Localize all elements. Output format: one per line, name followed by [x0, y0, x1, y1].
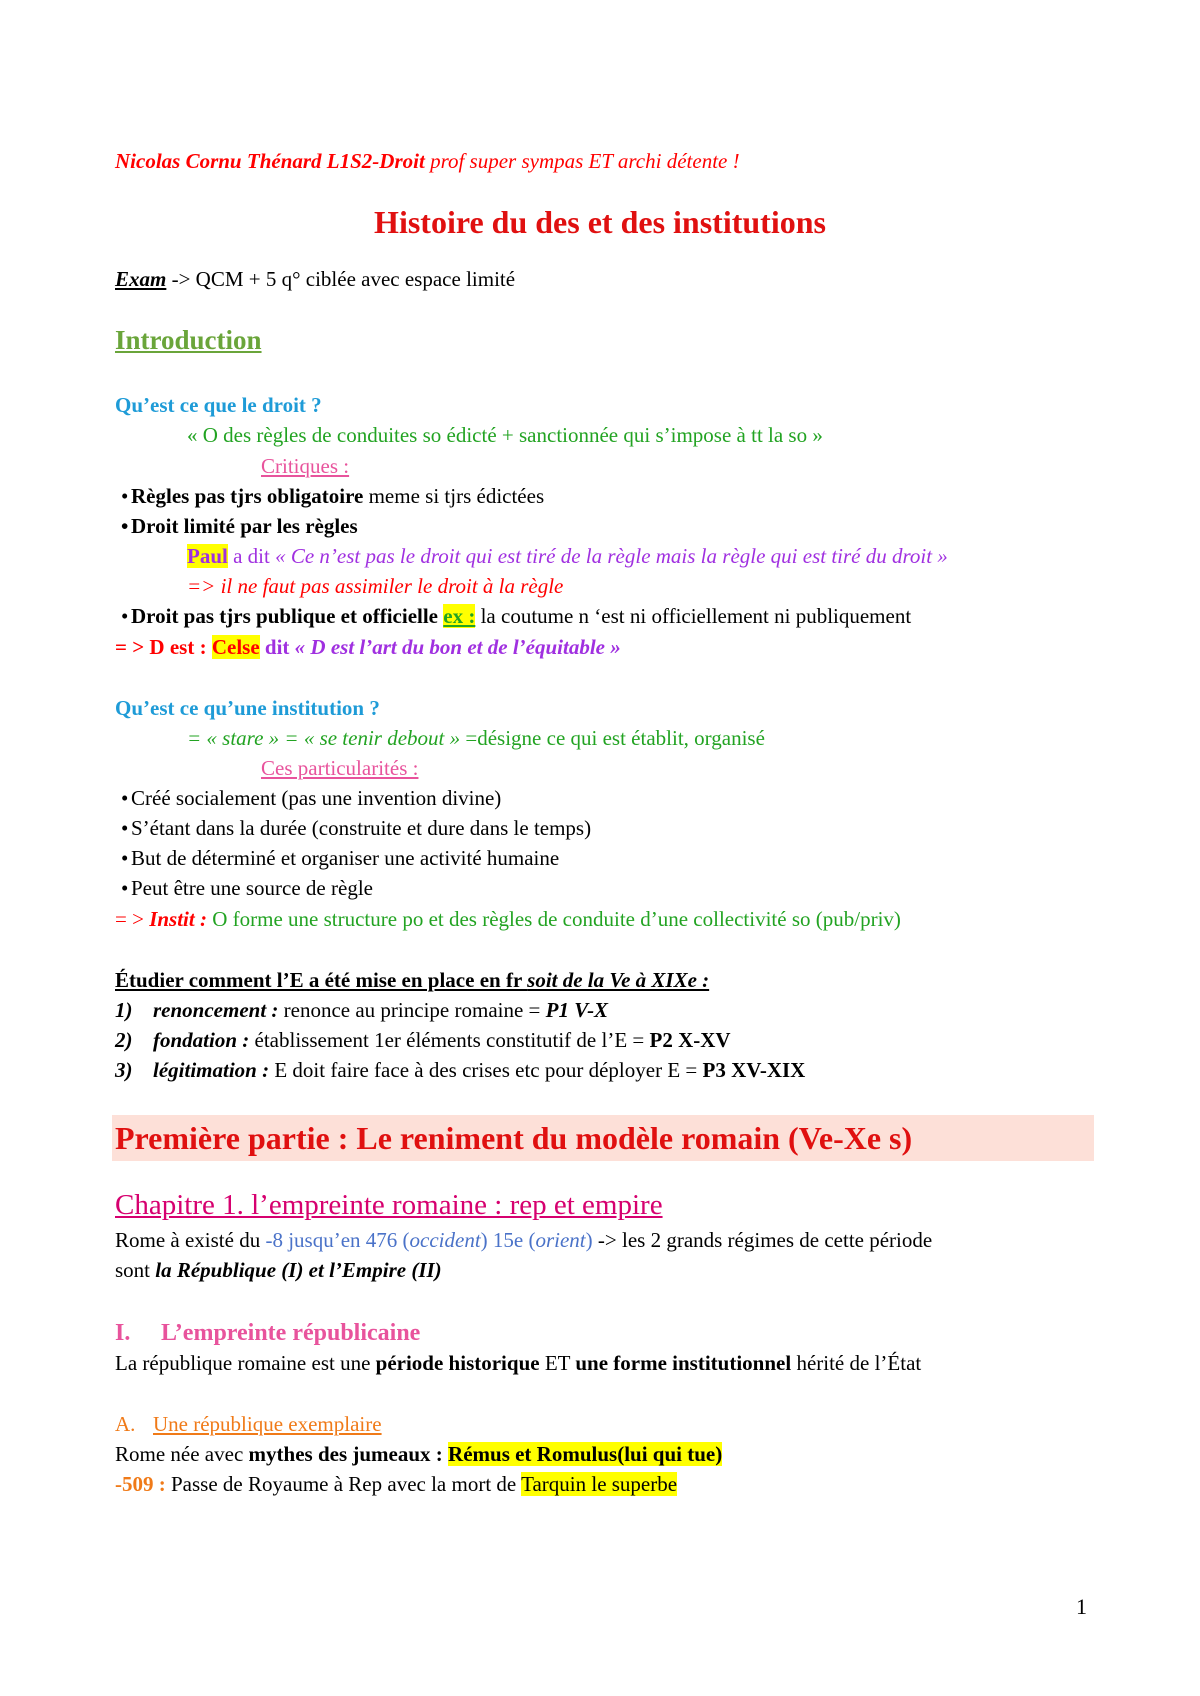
step-tag: P2 X-XV — [649, 1028, 731, 1052]
section-number: I. — [115, 1320, 131, 1346]
particularite-item: • Créé socialement (pas une invention divine) — [131, 785, 501, 811]
particularites-label: Ces particularités : — [261, 756, 419, 780]
step-item — [115, 997, 608, 1023]
rep-text-2: ET — [539, 1351, 576, 1375]
particularite-item: • Peut être une source de règle — [131, 875, 373, 901]
rep-bold-2: une forme institutionnel — [575, 1351, 792, 1375]
exam-line — [115, 266, 515, 292]
part-one-heading: Première partie : Le reniment du modèle romain (Ve-Xe s) — [115, 1120, 913, 1156]
stare-definition: = « stare » = « se tenir debout » — [187, 726, 466, 750]
etudier-main: Étudier comment l’E a été mise en place en fr — [115, 968, 528, 992]
step-number: 1) — [115, 998, 133, 1022]
rome-occident: occident — [409, 1228, 481, 1252]
date-509: -509 : — [115, 1472, 166, 1496]
bullet-regles-bold: Règles pas tjrs obligatoire — [131, 484, 364, 508]
celse-dit: dit — [259, 635, 295, 659]
step-item — [115, 1027, 731, 1053]
step-tag: P1 V-X — [545, 998, 609, 1022]
instit-line — [115, 906, 901, 932]
celse-highlight: Celse — [211, 635, 260, 659]
paul-quote-line — [187, 543, 948, 569]
step-number: 2) — [115, 1028, 133, 1052]
instit-prefix: = > — [115, 907, 150, 931]
rome-close: ) — [585, 1228, 593, 1252]
bullet-public-rest: la coutume n ‘est ni officiellement ni publiquement — [475, 604, 912, 628]
exam-label: Exam — [115, 267, 167, 291]
bullet-droit-limite: • Droit limité par les règles — [131, 513, 358, 539]
jumeaux-highlight: Rémus et Romulus(lui qui tue) — [448, 1442, 723, 1466]
paul-quote: « Ce n’est pas le droit qui est tiré de la règle mais la règle qui est tiré du droit » — [275, 544, 948, 568]
rome-intro: Rome à existé du — [115, 1228, 266, 1252]
question-droit: Qu’est ce que le droit ? — [115, 393, 322, 417]
chapter-heading: Chapitre 1. l’empreinte romaine : rep et empire — [115, 1189, 663, 1221]
step-tag: P3 XV-XIX — [702, 1058, 806, 1082]
institution-definition — [187, 725, 765, 751]
instit-label: Instit : — [149, 907, 207, 931]
subsection-title: Une république exemplaire — [153, 1412, 382, 1436]
rep-text-3: hérité de l’État — [791, 1351, 922, 1375]
date-509-line — [115, 1471, 677, 1497]
paul-a-dit: a dit — [227, 544, 276, 568]
author-line: Nicolas Cornu Thénard L1S2-Droit — [115, 149, 425, 173]
rome-rest: -> les 2 grands régimes de cette période — [592, 1228, 933, 1252]
rep-bold-1: période historique — [375, 1351, 540, 1375]
step-label: renoncement : — [153, 998, 279, 1022]
myth-bold: mythes des jumeaux : — [248, 1442, 449, 1466]
etudier-period: soit de la Ve à XIXe : — [527, 968, 710, 992]
page-number: 1 — [1076, 1594, 1087, 1619]
step-text: E doit faire face à des crises etc pour déployer E = — [269, 1058, 703, 1082]
author-comment: prof super sympas ET archi détente ! — [424, 149, 740, 173]
myth-text: Rome née avec — [115, 1442, 249, 1466]
rome-orient: orient — [535, 1228, 586, 1252]
step-number: 3) — [115, 1058, 133, 1082]
rome-regimes: la République (I) et l’Empire (II) — [155, 1258, 442, 1282]
section-heading — [115, 1318, 420, 1348]
paul-conclusion: => il ne faut pas assimiler le droit à la règle — [187, 574, 564, 598]
introduction-heading: Introduction — [115, 325, 262, 355]
bullet-public-bold: Droit pas tjrs publique et officielle — [131, 604, 444, 628]
bullet-regles — [131, 483, 544, 509]
tarquin-highlight: Tarquin le superbe — [521, 1472, 678, 1496]
rep-text-1: La république romaine est une — [115, 1351, 376, 1375]
celse-quote: « D est l’art du bon et de l’équitable » — [294, 635, 621, 659]
rome-sont: sont — [115, 1258, 156, 1282]
step-label: légitimation : — [153, 1058, 270, 1082]
question-institution: Qu’est ce qu’une institution ? — [115, 696, 380, 720]
critiques-label: Critiques : — [261, 454, 350, 478]
droit-definition: « O des règles de conduites so édicté + sanctionnée qui s’impose à tt la so » — [187, 423, 823, 447]
header-line — [115, 148, 740, 174]
ex-label: ex : — [443, 604, 476, 628]
subsection-number: A. — [115, 1412, 136, 1436]
instit-text: O forme une structure po et des règles de conduite d’une collectivité so (pub/priv) — [206, 907, 901, 931]
rome-dates: -8 jusqu’en 476 ( — [265, 1228, 410, 1252]
rome-line-2 — [115, 1257, 442, 1283]
paul-highlight: Paul — [187, 544, 228, 568]
bullet-droit-public — [131, 603, 911, 629]
d-est-prefix: = > D est : — [115, 635, 212, 659]
subsection-heading — [115, 1411, 382, 1437]
date-509-text: Passe de Royaume à Rep avec la mort de — [165, 1472, 522, 1496]
etudier-heading — [115, 967, 709, 993]
institution-meaning: =désigne ce qui est établit, organisé — [465, 726, 765, 750]
rome-mid: ) 15e ( — [480, 1228, 536, 1252]
step-label: fondation : — [153, 1028, 250, 1052]
step-text: établissement 1er éléments constitutif de l’E = — [249, 1028, 650, 1052]
d-est-line — [115, 634, 621, 660]
republique-line — [115, 1350, 921, 1376]
particularite-item: • S’étant dans la durée (construite et dure dans le temps) — [131, 815, 591, 841]
particularite-item: • But de déterminé et organiser une activité humaine — [131, 845, 559, 871]
exam-text: -> QCM + 5 q° ciblée avec espace limité — [166, 267, 516, 291]
rome-line-1 — [115, 1227, 932, 1253]
document-title: Histoire du des et des institutions — [374, 204, 826, 240]
section-title: L’empreinte républicaine — [161, 1320, 421, 1346]
step-item — [115, 1057, 805, 1083]
myth-line — [115, 1441, 722, 1467]
step-text: renonce au principe romaine = — [278, 998, 546, 1022]
bullet-regles-rest: meme si tjrs édictées — [363, 484, 545, 508]
